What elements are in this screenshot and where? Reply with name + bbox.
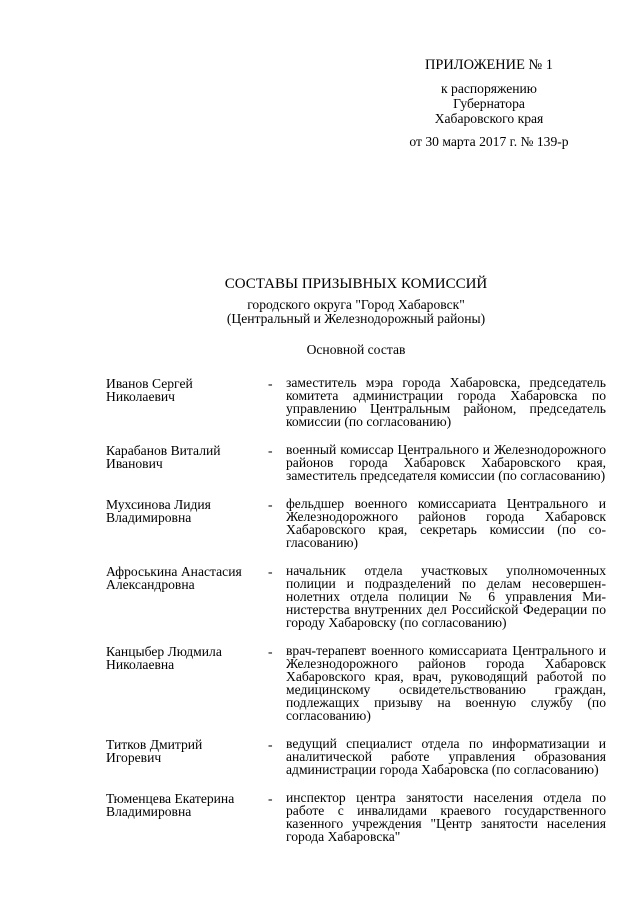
member-name xyxy=(106,443,268,482)
member-row xyxy=(106,644,606,722)
member-name xyxy=(106,376,268,428)
member-name-line: Николаевич xyxy=(106,389,176,404)
member-name-line: Мухсинова Лидия xyxy=(106,497,211,512)
member-name xyxy=(106,791,268,843)
member-role: врач-терапевт военного комиссариата Центрального и Железнодорожного районов города Хабаровск Хабаровского края, врач, руководящий работой по медицинскому освидетельствованию граждан, подлежащих призыву на военную службу (по согласованию) xyxy=(286,643,606,723)
member-name-line: Александровна xyxy=(106,577,195,592)
appendix-line: Хабаровского края xyxy=(434,111,544,126)
member-dash: - xyxy=(268,497,273,512)
member-dash: - xyxy=(268,737,273,752)
member-role: инспектор центра занятости населения отдела по работе с инвалидами краевого государственного казенного учреждения "Центр занятости населения города Хабаровска" xyxy=(286,790,606,844)
document-subtitle-line: городского округа "Город Хабаровск" xyxy=(247,297,465,312)
member-name xyxy=(106,644,268,722)
member-dash: - xyxy=(268,443,273,458)
member-name-line: Владимировна xyxy=(106,510,192,525)
appendix-line: к распоряжению xyxy=(441,81,537,96)
member-name-line: Карабанов Виталий xyxy=(106,443,221,458)
member-role: заместитель мэра города Хабаровска, председатель комитета администрации города Хабаровска по управлению Центральным районом, председатель комиссии (по согласованию) xyxy=(286,375,606,429)
member-dash: - xyxy=(268,376,273,391)
appendix-line: Губернатора xyxy=(453,96,525,111)
member-name-line: Афроськина Анастасия xyxy=(106,564,242,579)
member-row xyxy=(106,737,606,776)
document-subtitle-line: (Центральный и Железнодорожный районы) xyxy=(226,311,486,326)
member-role: начальник отдела участковых уполномоченных полиции и подразделений по делам несовершеннолетних отдела полиции № 6 управления Министерства внутренних дел Российской Федерации по городу Хабаровску (по согласованию) xyxy=(286,563,606,630)
appendix-title: ПРИЛОЖЕНИЕ № 1 xyxy=(425,57,553,73)
member-name-line: Игоревич xyxy=(106,750,162,765)
member-name xyxy=(106,737,268,776)
member-role: фельдшер военного комиссариата Центрального и Железнодорожного районов города Хабаровск Хабаровского края, секретарь комиссии (по согласованию) xyxy=(286,496,606,550)
member-dash: - xyxy=(268,644,273,659)
member-name-line: Титков Дмитрий xyxy=(106,737,203,752)
section-title: Основной состав xyxy=(306,342,406,357)
member-name xyxy=(106,497,268,549)
member-role: ведущий специалист отдела по информатизации и аналитической работе управления образования администрации города Хабаровска (по согласованию) xyxy=(286,736,606,777)
member-name xyxy=(106,564,268,629)
members-list xyxy=(106,376,606,858)
member-name-line: Иванов Сергей xyxy=(106,376,193,391)
member-row xyxy=(106,376,606,428)
member-row xyxy=(106,564,606,629)
member-dash: - xyxy=(268,564,273,579)
document-title: СОСТАВЫ ПРИЗЫВНЫХ КОМИССИЙ xyxy=(224,276,488,292)
member-row xyxy=(106,791,606,843)
appendix-date: от 30 марта 2017 г. № 139-р xyxy=(409,134,569,149)
member-row xyxy=(106,443,606,482)
member-dash: - xyxy=(268,791,273,806)
member-row xyxy=(106,497,606,549)
member-name-line: Владимировна xyxy=(106,804,192,819)
appendix-block xyxy=(380,58,598,149)
member-name-line: Николаевна xyxy=(106,657,175,672)
member-name-line: Тюменцева Екатерина xyxy=(106,791,235,806)
member-name-line: Канцыбер Людмила xyxy=(106,644,222,659)
member-role: военный комиссар Центрального и Железнодорожного районов города Хабаровск Хабаровского края, заместитель председателя комиссии (по согласованию) xyxy=(286,442,606,483)
document-subtitle xyxy=(106,298,606,326)
member-name-line: Иванович xyxy=(106,456,163,471)
